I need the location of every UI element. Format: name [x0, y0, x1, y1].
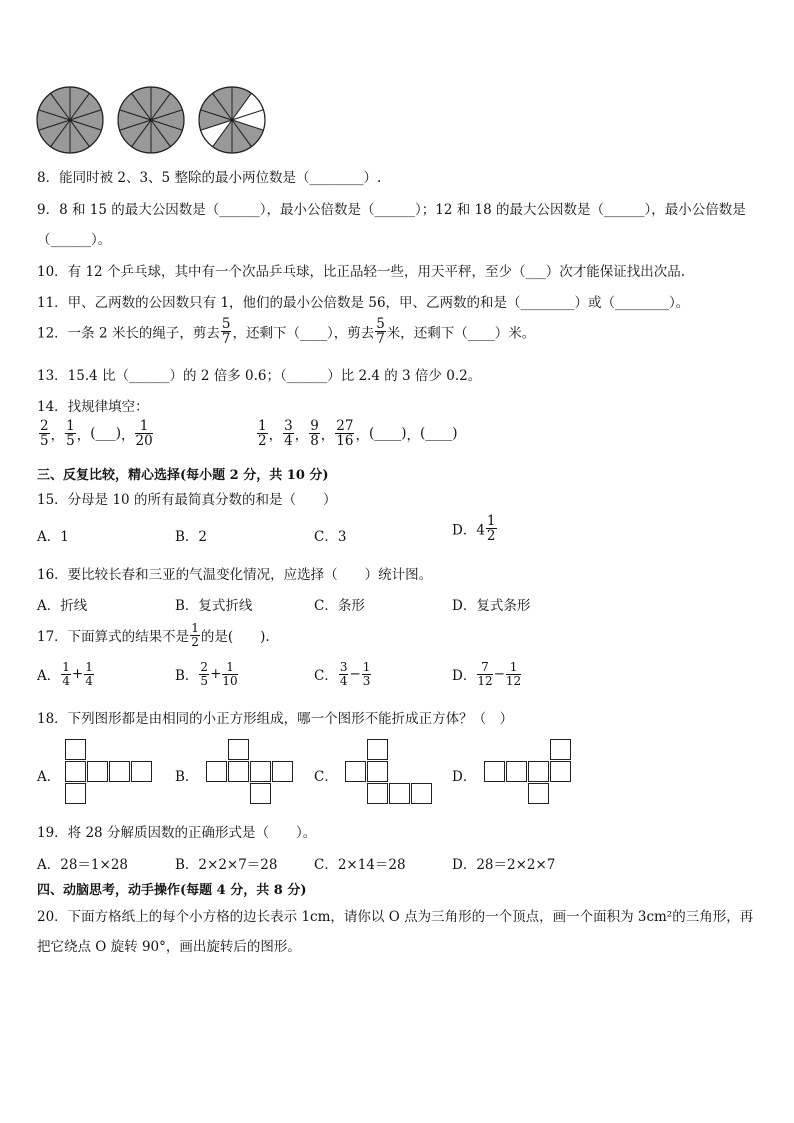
separator: ，: [320, 427, 335, 444]
option-label: A．: [37, 668, 61, 685]
q12-part-b: ，还剩下（____），剪去: [232, 325, 375, 342]
q17-option-a[interactable]: [37, 661, 95, 687]
q15-option-d[interactable]: D．4 $\frac{1}{2}$: [452, 513, 496, 545]
q12-part-a: 12．一条 2 米长的绳子，剪去: [37, 325, 220, 342]
fraction: $\frac{1}{3}$: [362, 660, 371, 688]
question-18: 18．下列图形都是由相同的小正方形组成，哪一个图形不能折成正方体？（ ）: [37, 711, 514, 727]
separator: ，: [120, 427, 135, 444]
question-19: 19．将 28 分解质因数的正确形式是（ ）。: [37, 825, 317, 841]
q19-option-b[interactable]: B．2×2×7＝28: [175, 857, 278, 873]
section-3-title: 三、反复比较，精心选择(每小题 2 分，共 10 分): [37, 468, 329, 483]
q16-option-b[interactable]: B．复式折线: [175, 598, 253, 614]
question-9-line2: （______）。: [37, 232, 112, 248]
operator: +: [210, 666, 222, 683]
separator: ，: [76, 427, 91, 444]
fraction: $\frac{9}{8}$: [310, 418, 319, 450]
answer-blank[interactable]: (____): [368, 425, 407, 442]
question-20-line1: 20．下面方格纸上的每个小方格的边长表示 1cm，请你以 O 点为三角形的一个顶点，画一个面积为 3cm²的三角形，再: [37, 909, 754, 925]
fraction: $\frac{2}{5}$: [40, 418, 49, 450]
separator: ，: [355, 427, 369, 444]
question-9-line1: 9．8 和 15 的最大公因数是（______），最小公倍数是（______）；12 和 18 的最大公因数是（______），最小公倍数是: [37, 202, 746, 218]
fraction: $\frac{1}{20}$: [135, 418, 153, 450]
separator: ，: [268, 427, 283, 444]
q15-option-a[interactable]: A．1: [37, 529, 69, 545]
question-14-seq1: [38, 419, 154, 448]
question-14-seq2: [256, 419, 458, 448]
fraction-circles: [34, 84, 274, 156]
separator: ，: [294, 427, 309, 444]
operator: −: [349, 666, 361, 683]
fraction: $\frac{1}{4}$: [62, 660, 70, 688]
question-15: 15．分母是 10 的所有最简真分数的和是（ ）: [37, 492, 337, 508]
fraction: $\frac{3}{4}$: [339, 660, 348, 688]
q12-part-c: 米，还剩下（____）米。: [386, 325, 536, 342]
q15-option-b[interactable]: B．2: [175, 529, 208, 545]
q19-option-c[interactable]: C．2×14＝28: [314, 857, 406, 873]
question-8: 8．能同时被 2、3、5 整除的最小两位数是（________）.: [37, 170, 382, 186]
question-13: 13．15.4 比（______）的 2 倍多 0.6；（______）比 2.4 的 3 倍少 0.2。: [37, 368, 482, 384]
answer-blank[interactable]: (____): [420, 425, 458, 442]
q12-fraction-1: $\frac{5}{7}$: [221, 316, 231, 348]
section-4-title: 四、动脑思考，动手操作(每题 4 分，共 8 分): [37, 883, 307, 898]
fraction: $\frac{2}{5}$: [200, 660, 209, 688]
operator: +: [71, 666, 84, 683]
q18-option-c-label[interactable]: C．: [314, 769, 338, 785]
q17-option-c[interactable]: [314, 661, 372, 687]
q15-option-c[interactable]: C．3: [314, 529, 347, 545]
fraction: $\frac{1}{5}$: [66, 418, 75, 450]
fraction: $\frac{3}{4}$: [284, 418, 293, 450]
question-12: [37, 317, 535, 346]
fraction: $\frac{27}{16}$: [336, 418, 354, 450]
fraction: $\frac{1}{2}$: [258, 418, 267, 450]
q17-option-b[interactable]: [175, 661, 239, 687]
operator: −: [493, 666, 505, 683]
q15-d-fraction: $\frac{1}{2}$: [486, 513, 496, 545]
q18-option-b-label[interactable]: B．: [175, 769, 199, 785]
q12-fraction-2: $\frac{5}{7}$: [376, 316, 385, 348]
separator: ，: [406, 427, 421, 444]
separator: ，: [50, 427, 65, 444]
option-label: C．: [314, 668, 338, 685]
fraction: $\frac{7}{12}$: [477, 660, 493, 688]
q16-option-a[interactable]: A．折线: [37, 598, 88, 614]
q16-option-d[interactable]: D．复式条形: [452, 598, 531, 614]
q19-option-a[interactable]: A．28＝1×28: [37, 857, 129, 873]
q19-option-d[interactable]: D．28＝2×2×7: [452, 857, 556, 873]
q17-stem-fraction: $\frac{1}{2}$: [191, 621, 199, 649]
q17-option-d[interactable]: [452, 661, 522, 687]
q18-option-a-label[interactable]: A．: [37, 769, 61, 785]
q18-option-d-label[interactable]: D．: [452, 769, 477, 785]
question-20-line2: 把它绕点 O 旋转 90°，画出旋转后的图形。: [37, 939, 301, 955]
question-16: 16．要比较长春和三亚的气温变化情况，应选择（ ）统计图。: [37, 567, 433, 583]
fraction: $\frac{1}{4}$: [85, 660, 93, 688]
fraction: $\frac{1}{10}$: [222, 660, 238, 688]
question-17: 17．下面算式的结果不是 $\frac{1}{2}$ 的是( ).: [37, 621, 270, 649]
question-10: 10．有 12 个乒乓球，其中有一个次品乒乓球，比正品轻一些，用天平秤，至少（___）次才能保证找出次品.: [37, 264, 685, 280]
fraction: $\frac{1}{12}$: [505, 660, 522, 688]
answer-blank[interactable]: (___): [90, 425, 121, 442]
q16-option-c[interactable]: C．条形: [314, 598, 365, 614]
option-label: D．: [452, 668, 477, 685]
option-label: B．: [175, 668, 199, 685]
question-11: 11．甲、乙两数的公因数只有 1，他们的最小公倍数是 56，甲、乙两数的和是（________）或（________）。: [37, 295, 690, 311]
question-14-title: 14．找规律填空：: [37, 399, 149, 415]
